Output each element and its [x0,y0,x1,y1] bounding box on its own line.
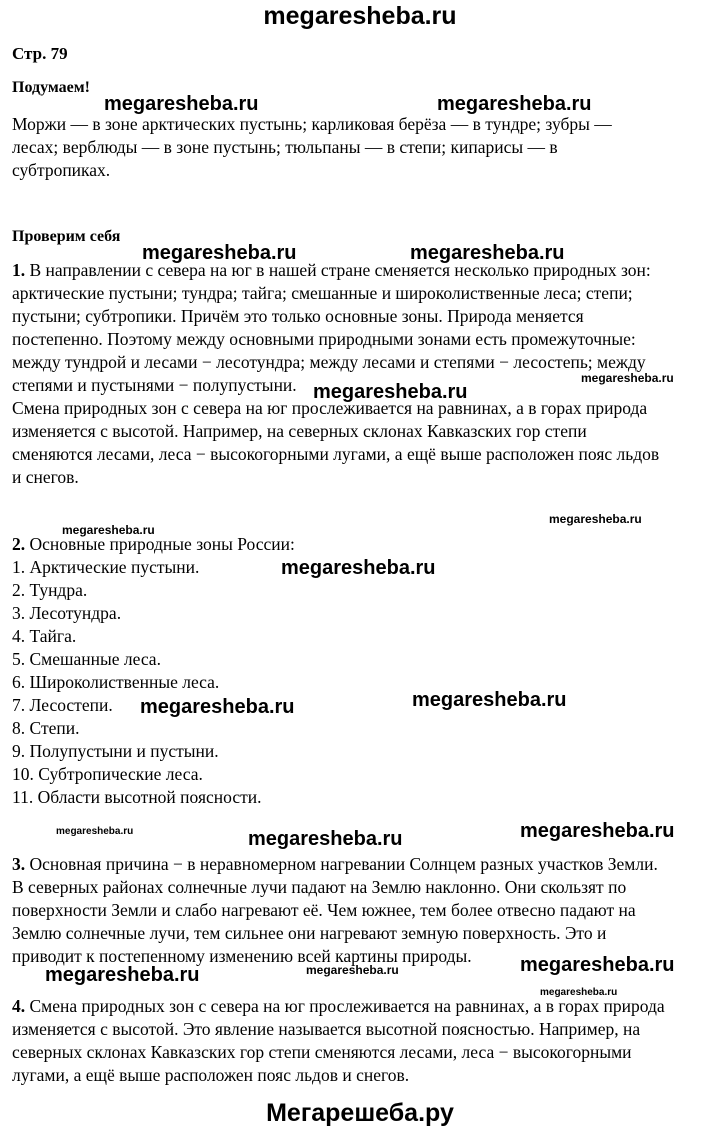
answer-number: 4. [12,996,26,1016]
watermark: megaresheba.ru [437,93,592,115]
text-line: субтропиках. [12,160,111,180]
text-line: Моржи — в зоне арктических пустынь; карликовая берёза — в тундре; зубры — [12,114,612,134]
text-line: северных склонах Кавказских гор степи сменяются лесами, леса − высокогорными [12,1042,632,1062]
watermark: megaresheba.ru [520,820,675,842]
watermark: megaresheba.ru [410,242,565,264]
site-footer: Мегарешеба.ру [266,1099,454,1127]
watermark: megaresheba.ru [248,828,403,850]
watermark: megaresheba.ru [45,964,200,986]
watermark: megaresheba.ru [412,689,567,711]
text-line: изменяется с высотой. Это явление называется высотной поясностью. Например, на [12,1019,641,1039]
list-item: 8. Степи. [12,718,80,738]
text-line: Землю солнечные лучи, тем сильнее они нагревают земную поверхность. Это и [12,923,607,943]
text-line: поверхности Земли и слабо нагревают её. Чем южнее, тем более отвесно падают на [12,900,636,920]
text-line: сменяются лесами, леса − высокогорными лугами, а ещё выше расположен пояс льдов [12,444,660,464]
watermark: megaresheba.ru [313,381,468,403]
watermark: megaresheba.ru [56,826,134,837]
text-line: Смена природных зон с севера на юг прослеживается на равнинах, а в горах природа [25,996,665,1016]
watermark: megaresheba.ru [62,523,155,537]
text-line: лесах; верблюды — в зоне пустынь; тюльпаны — в степи; кипарисы — в [12,137,558,157]
page-reference: Стр. 79 [12,44,68,63]
text-line: Смена природных зон с севера на юг прослеживается на равнинах, а в горах природа [12,398,648,418]
think-paragraph [12,113,712,182]
list-item: 4. Тайга. [12,626,77,646]
text-line: постепенно. Поэтому между основными природными зонами есть промежуточные: [12,329,636,349]
text-line: лугами, а ещё выше расположен пояс льдов и снегов. [12,1065,410,1085]
text-line: Основная причина − в неравномерном нагревании Солнцем разных участков Земли. [25,854,658,874]
list-item: 7. Лесостепи. [12,695,113,715]
list-item: 9. Полупустыни и пустыни. [12,741,219,761]
watermark: megaresheba.ru [520,954,675,976]
text-line: и снегов. [12,467,79,487]
text-line: изменяется с высотой. Например, на северных склонах Кавказских гор степи [12,421,587,441]
watermark: megaresheba.ru [306,963,399,977]
watermark: megaresheba.ru [140,696,295,718]
answer-4 [12,995,712,1087]
watermark: megaresheba.ru [540,987,618,998]
list-item: 6. Широколиственные леса. [12,672,220,692]
watermark: megaresheba.ru [142,242,297,264]
text-line: приводит к постепенному изменению всей картины природы. [12,946,472,966]
list-item: 5. Смешанные леса. [12,649,161,669]
watermark: megaresheba.ru [104,93,259,115]
answer-number: 3. [12,854,26,874]
answer-number: 2. [12,534,26,554]
text-line: В северных районах солнечные лучи падают на Землю наклонно. Они скользят по [12,877,627,897]
answer-3 [12,853,712,968]
text-line: арктические пустыни; тундра; тайга; смешанные и широколиственные леса; степи; [12,283,633,303]
watermark: megaresheba.ru [549,512,642,526]
text-line: В направлении с севера на юг в нашей стране сменяется несколько природных зон: [25,260,651,280]
think-heading: Подумаем! [12,79,90,96]
answer-number: 1. [12,260,26,280]
list-item: 3. Лесотундра. [12,603,122,623]
text-line: Основные природные зоны России: [25,534,295,554]
list-item: 2. Тундра. [12,580,88,600]
list-item: 1. Арктические пустыни. [12,557,200,577]
watermark: megaresheba.ru [581,371,674,385]
list-item: 11. Области высотной поясности. [12,787,262,807]
site-header: megaresheba.ru [263,2,457,30]
text-line: степями и пустынями − полупустыни. [12,375,297,395]
list-item: 10. Субтропические леса. [12,764,203,784]
text-line: пустыни; субтропики. Причём это только основные зоны. Природа меняется [12,306,584,326]
check-heading: Проверим себя [12,228,121,245]
text-line: между тундрой и лесами − лесотундра; между лесами и степями − лесостепь; между [12,352,646,372]
watermark: megaresheba.ru [281,557,436,579]
